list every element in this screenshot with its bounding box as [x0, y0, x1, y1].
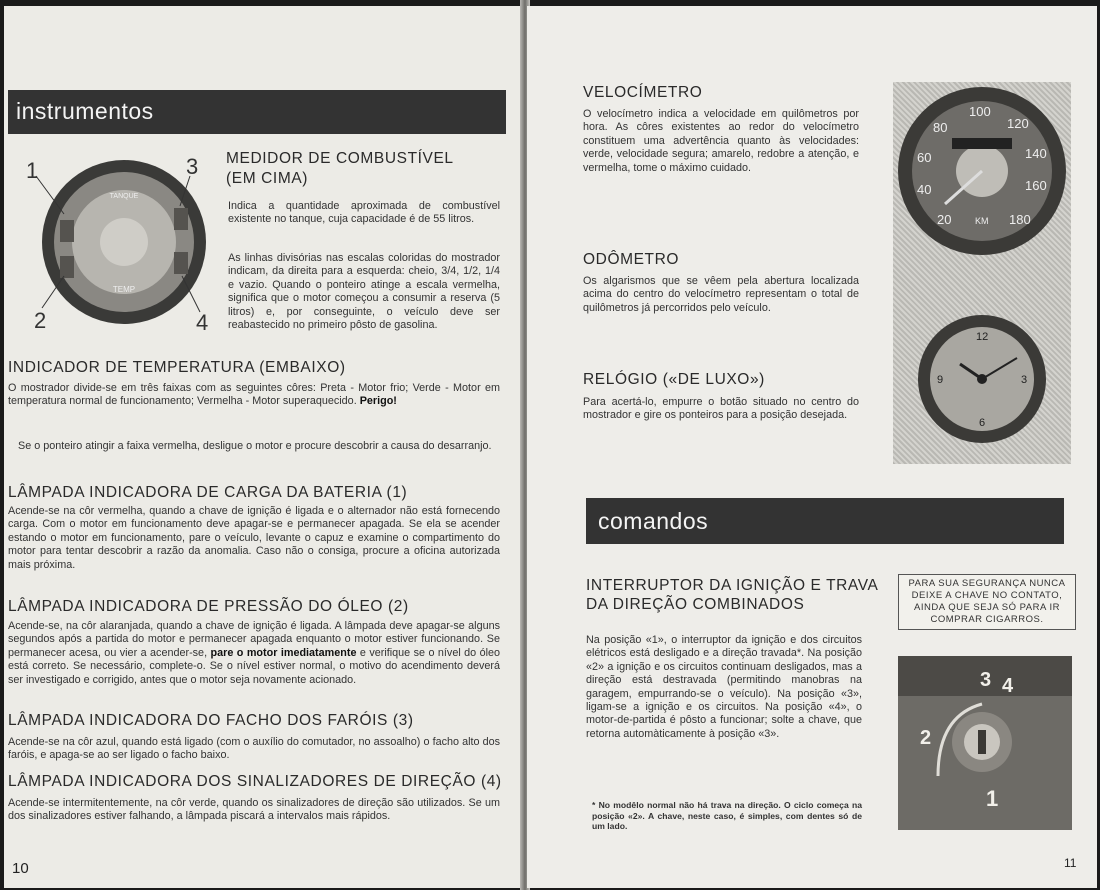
callout-number-3: 3 [186, 154, 199, 179]
temp-indicator-text: O mostrador divide-se em três faixas com as seguintes côres: Preta - Motor frio; Verde - Motor em temperatura normal de funcionamento; Vermelha - Motor superaquecido. [8, 382, 500, 408]
gauge-top-label: TANQUE [109, 193, 139, 200]
clock-mark-12: 12 [976, 331, 989, 343]
lamp-2 [60, 256, 74, 278]
clock-adjust-knob [977, 374, 987, 384]
callout-number-4: 4 [196, 310, 209, 335]
ignition-footnote: * No modêlo normal não há trava na direção. O ciclo começa na posição «2». A chave, neste caso, é simples, com dentes só de um lado. [592, 800, 862, 831]
page-number-left: 10 [12, 860, 29, 877]
temp-indicator-paragraph-2: Se o ponteiro atingir a faixa vermelha, desligue o motor e procure descobrir a causa do desarranjo. [18, 440, 492, 452]
gauge-center-hub [100, 218, 148, 266]
callout-number-2: 2 [34, 308, 47, 333]
ignition-switch-illustration [898, 656, 1072, 830]
clock-title: RELÓGIO («DE LUXO») [583, 371, 765, 388]
lamp-1 [60, 220, 74, 242]
callout-number-1: 1 [26, 158, 39, 183]
fuel-gauge-title-line1: MEDIDOR DE COMBUSTÍVEL [226, 150, 454, 167]
temp-indicator-paragraph-1 [8, 382, 500, 409]
odometer-window [952, 138, 1012, 149]
clock-mark-6: 6 [979, 417, 986, 429]
clock-paragraph: Para acertá-lo, empurre o botão situado no centro do mostrador e gire os ponteiros para a posição desejada. [583, 396, 859, 422]
fuel-temp-gauge-illustration [20, 148, 220, 338]
headlight-beam-lamp-title: LÂMPADA INDICADORA DO FACHO DOS FARÓIS (3) [8, 712, 414, 729]
ignition-position-3: 3 [980, 669, 992, 691]
battery-lamp-paragraph: Acende-se na côr vermelha, quando a chave de ignição é ligada e o alternador não está fornecendo carga. Com o motor em funcionamento deve apagar-se e permanecer apagada. Se ela se acender estando o motor em funcionamento, pare o veículo, levante o capuz e examine o compartimento do motor para tentar descobrir a razão da anomalia. Caso não o consiga, procure a oficina autorizada mais próxima. [8, 505, 500, 571]
page-number-right: 11 [1064, 856, 1077, 870]
clock-illustration [915, 312, 1050, 447]
speedometer-title: VELOCÍMETRO [583, 84, 703, 101]
ignition-switch-paragraph: Na posição «1», o interruptor da ignição e dos circuitos elétricos está desligado e a direção travada*. Na posição «2» a ignição e os circuitos continuam desligados, mas a direção está destravada (permitindo manobras na garagem, empurrando-se o veículo). Na posição «3», ligam-se a ignição e os circuitos. Na posição «4», o motor-de-partida é pôsto a funcionar; solte a chave, que retorna automàticamente à posição «3». [586, 634, 862, 740]
speed-mark-160: 160 [1025, 178, 1047, 193]
safety-note-box: PARA SUA SEGURANÇA NUNCA DEIXE A CHAVE NO CONTATO, AINDA QUE SEJA SÓ PARA IR COMPRAR CIGARROS. [898, 574, 1076, 630]
ignition-key-slot [978, 730, 986, 754]
speed-mark-20: 20 [937, 212, 952, 227]
oil-lamp-warning: pare o motor imediatamente [210, 646, 357, 659]
speedometer-unit: KM [975, 216, 989, 226]
turn-signal-lamp-title: LÂMPADA INDICADORA DOS SINALIZADORES DE DIREÇÃO (4) [8, 773, 502, 790]
gauge-bottom-label: TEMP [112, 285, 136, 294]
ignition-switch-title-line2: DA DIREÇÃO COMBINADOS [586, 596, 805, 613]
fuel-gauge-paragraph-1: Indica a quantidade aproximada de combustível existente no tanque, cuja capacidade é de 55 litros. [228, 200, 500, 226]
speedometer-illustration [895, 84, 1070, 259]
clock-mark-3: 3 [1021, 374, 1028, 386]
speedometer-paragraph: O velocímetro indica a velocidade em quilômetros por hora. As côres existentes ao redor do velocímetro constituem uma advertência quanto às velocidades: verde, velocidade segura; amarelo, redobre a atenção, e vermelha, tome o máximo cuidado. [583, 108, 859, 174]
battery-lamp-title: LÂMPADA INDICADORA DE CARGA DA BATERIA (1) [8, 484, 408, 501]
speed-mark-100: 100 [969, 104, 991, 119]
ignition-position-1: 1 [986, 786, 999, 811]
speed-mark-140: 140 [1025, 146, 1047, 161]
oil-lamp-text-a: Acende-se, na côr alaranjada, quando a chave de ignição é ligada. A lâmpada deve apagar-se alguns segundos após a partida do motor e permanecer apagada enquanto o motor estiver funcionando. Se permanecer acesa, ou vier a acender-se, [8, 620, 500, 659]
clock-mark-9: 9 [937, 374, 944, 386]
lamp-3 [174, 208, 188, 230]
turn-signal-lamp-paragraph: Acende-se intermitentemente, na côr verde, quando os sinalizadores de direção são utilizados. Se um dos sinalizadores estiver falhando, a lâmpada piscará a intervalos mais rápidos. [8, 797, 500, 823]
comandos-banner: comandos [586, 498, 1064, 544]
speed-mark-180: 180 [1009, 212, 1031, 227]
lamp-4 [174, 252, 188, 274]
temp-indicator-title: INDICADOR DE TEMPERATURA (EMBAIXO) [8, 359, 346, 376]
oil-lamp-title: LÂMPADA INDICADORA DE PRESSÃO DO ÓLEO (2) [8, 598, 409, 615]
fuel-gauge-title-line2: (EM CIMA) [226, 170, 309, 187]
speed-mark-120: 120 [1007, 116, 1029, 131]
ignition-position-4: 4 [1002, 675, 1014, 697]
ignition-switch-title-line1: INTERRUPTOR DA IGNIÇÃO E TRAVA [586, 577, 879, 594]
speed-mark-40: 40 [917, 182, 932, 197]
fuel-gauge-paragraph-2: As linhas divisórias nas escalas coloridas do mostrador indicam, da direita para a esquerda: cheio, 3/4, 1/2, 1/4 e vazio. Quando o ponteiro atinge a escala vermelha, significa que o motor começou a consumir a reserva (5 litros) e, por conseguinte, o veículo deve ser reabastecido no primeiro pôsto de gasolina. [228, 252, 500, 332]
danger-warning: Perigo! [359, 395, 397, 408]
instrumentos-banner: instrumentos [8, 90, 506, 134]
odometer-title: ODÔMETRO [583, 251, 680, 268]
odometer-paragraph: Os algarismos que se vêem pela abertura localizada acima do centro do velocímetro representam o total de quilômetros já percorridos pelo veículo. [583, 275, 859, 314]
ignition-position-2: 2 [920, 727, 932, 749]
oil-lamp-text-b: e verifique se o nível do óleo está correto. Se necessário, complete-o. Se o nível estiver normal, o motivo do acendimento deverá ser investigado e corrigido, antes que o motor seja novamente acionado. [8, 646, 501, 686]
speed-mark-80: 80 [933, 120, 948, 135]
headlight-beam-lamp-paragraph: Acende-se na côr azul, quando está ligado (com o auxílio do comutador, no assoalho) o facho alto dos faróis, e apaga-se ao ser ligado o facho baixo. [8, 736, 500, 762]
speed-mark-60: 60 [917, 150, 932, 165]
oil-lamp-paragraph [8, 620, 500, 687]
